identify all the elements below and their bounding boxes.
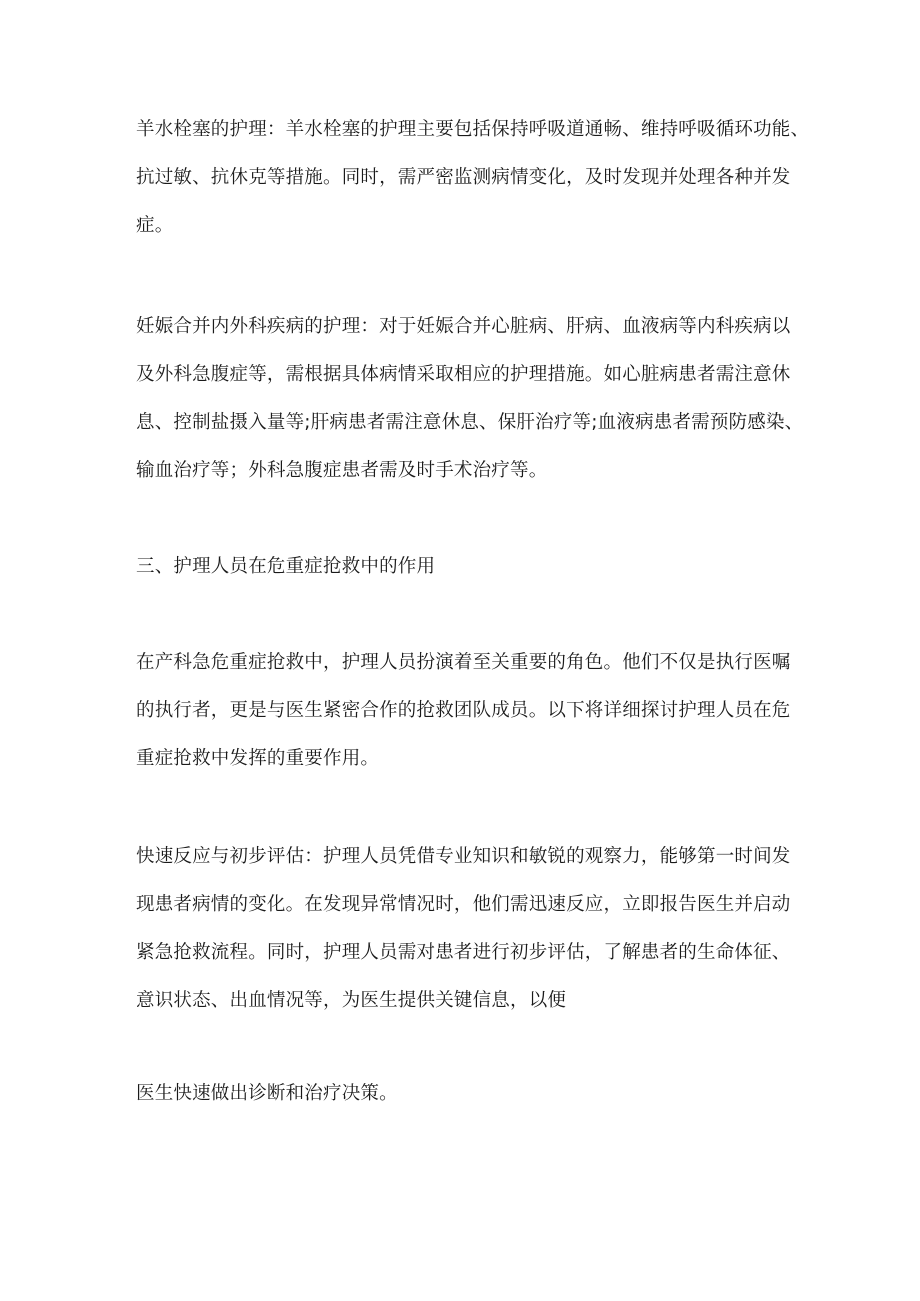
text-line: 输血治疗等；外科急腹症患者需及时手术治疗等。 (136, 460, 548, 481)
text-line: 息、控制盐摄入量等;肝病患者需注意休息、保肝治疗等;血液病患者需预防感染、 (136, 412, 804, 433)
paragraph-pregnancy-comorbidity-care (136, 303, 804, 495)
paragraph-rapid-response (136, 833, 796, 1025)
text-line: 医生快速做出诊断和治疗决策。 (136, 1083, 398, 1104)
text-line: 重症抢救中发挥的重要作用。 (136, 748, 380, 769)
text-line: 意识状态、出血情况等，为医生提供关键信息，以便 (136, 990, 567, 1011)
text-line: 及外科急腹症等，需根据具体病情采取相应的护理措施。如心脏病患者需注意休 (136, 364, 791, 385)
section-heading (136, 543, 796, 591)
paragraph-nurse-role-intro (136, 639, 796, 783)
heading-text: 三、护理人员在危重症抢救中的作用 (136, 556, 436, 577)
paragraph-rapid-response-continued (136, 1070, 796, 1118)
text-line: 妊娠合并内外科疾病的护理：对于妊娠合并心脏病、肝病、血液病等内科疾病以 (136, 316, 791, 337)
text-line: 症。 (136, 215, 174, 236)
text-line: 的执行者，更是与医生紧密合作的抢救团队成员。以下将详细探讨护理人员在危 (136, 700, 791, 721)
text-line: 在产科急危重症抢救中，护理人员扮演着至关重要的角色。他们不仅是执行医嘱 (136, 652, 791, 673)
paragraph-amniotic-embolism-care (136, 106, 810, 250)
text-line: 快速反应与初步评估：护理人员凭借专业知识和敏锐的观察力，能够第一时间发 (136, 846, 791, 867)
text-line: 抗过敏、抗休克等措施。同时，需严密监测病情变化，及时发现并处理各种并发 (136, 167, 791, 188)
text-line: 现患者病情的变化。在发现异常情况时，他们需迅速反应，立即报告医生并启动 (136, 894, 791, 915)
text-line: 羊水栓塞的护理：羊水栓塞的护理主要包括保持呼吸道通畅、维持呼吸循环功能、 (136, 119, 810, 140)
text-line: 紧急抢救流程。同时，护理人员需对患者进行初步评估，了解患者的生命体征、 (136, 942, 791, 963)
